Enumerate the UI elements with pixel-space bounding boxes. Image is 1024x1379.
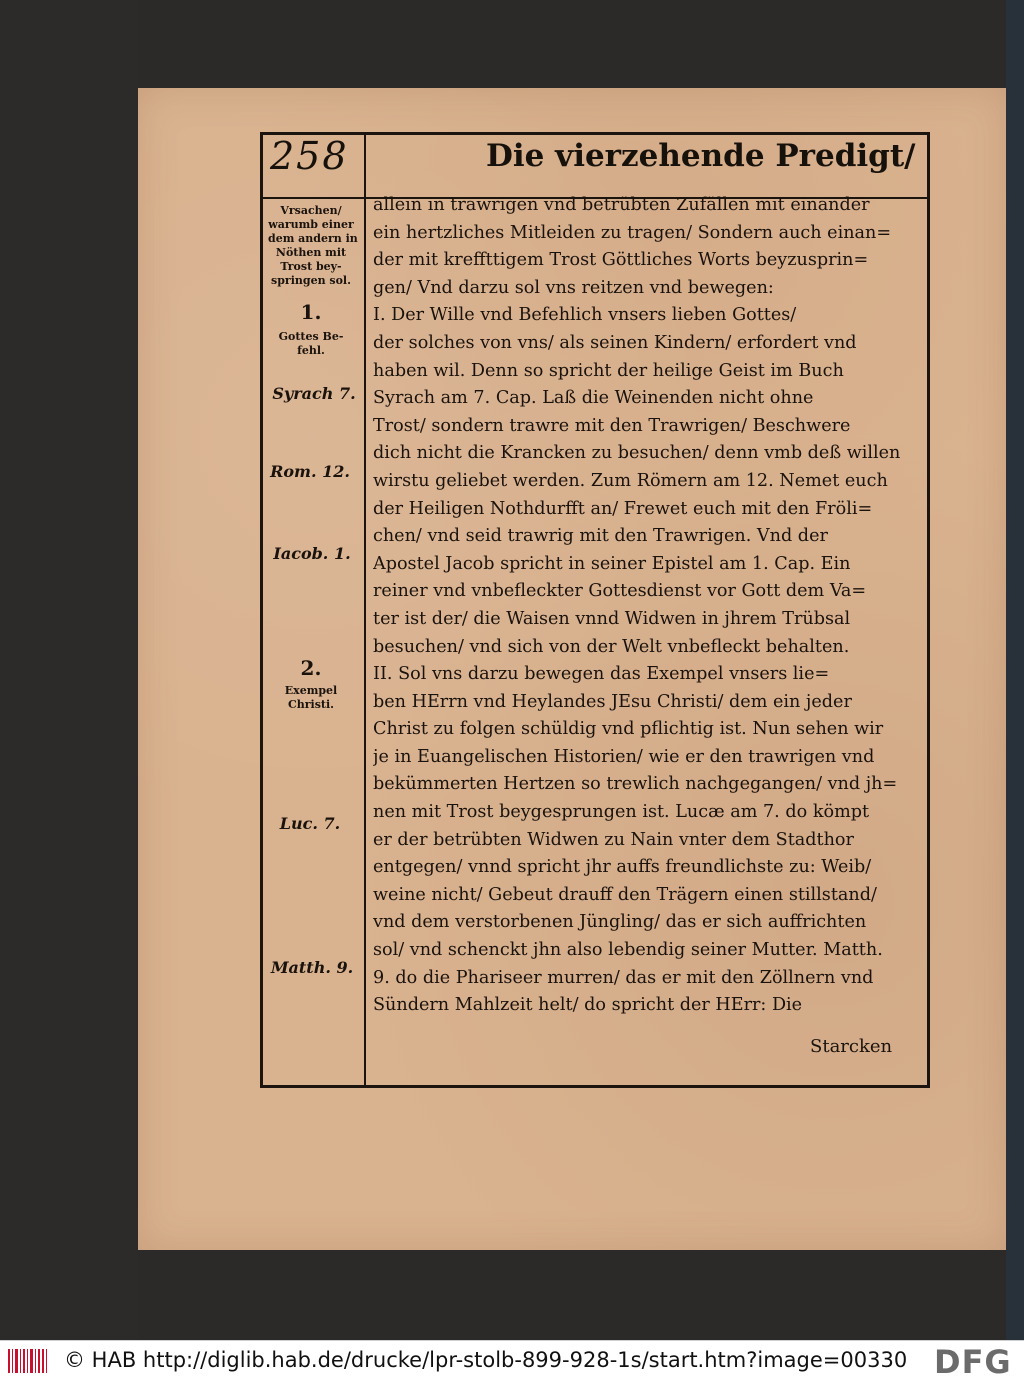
text-line: II. Sol vns darzu bewegen das Exempel vnsers lie= (373, 664, 830, 685)
text-line: nen mit Trost beygesprungen ist. Lucæ am 7. do kömpt (373, 802, 870, 823)
text-line: er der betrübten Widwen zu Nain vnter dem Stadthor (373, 829, 854, 850)
margin-reference: Matth. 9. (270, 958, 354, 977)
text-line: weine nicht/ Gebeut drauff den Trägern einen stillstand/ (373, 884, 877, 905)
page-number: 258 (270, 134, 349, 178)
running-head: Die vierzehende Predigt/ (486, 138, 916, 174)
text-line: der Heiligen Nothdurfft an/ Frewet euch mit den Fröli= (373, 498, 873, 519)
text-line: sol/ vnd schenckt jhn also lebendig seiner Mutter. Matth. (373, 940, 883, 961)
margin-reference: Luc. 7. (279, 814, 341, 833)
text-line: chen/ vnd seid trawrig mit den Trawrigen. Vnd der (373, 526, 828, 547)
margin-note: Exempel Christi. (284, 684, 338, 711)
text-line: gen/ Vnd darzu sol vns reitzen vnd bewegen: (373, 277, 774, 298)
text-line: reiner vnd vnbefleckter Gottesdienst vor Gott dem Va= (373, 581, 867, 602)
margin-note-number: 2. (300, 656, 322, 680)
text-line: Trost/ sondern trawre mit den Trawrigen/ Beschwere (373, 415, 851, 436)
text-line: 9. do die Phariseer murren/ das er mit den Zöllnern vnd (373, 967, 874, 988)
footer-bar (0, 1340, 1024, 1379)
text-line: haben wil. Denn so spricht der heilige Geist im Buch (373, 360, 844, 381)
margin-reference: Syrach 7. (272, 384, 356, 403)
hab-barcode-icon (8, 1349, 48, 1373)
text-line: Christ zu folgen schüldig vnd pflichtig ist. Nun sehen wir (373, 719, 884, 740)
text-line: wirstu geliebet werden. Zum Römern am 12. Nemet euch (373, 470, 888, 491)
margin-note: Gottes Be- fehl. (278, 330, 344, 357)
text-line: I. Der Wille vnd Befehlich vnsers lieben Gottes/ (373, 305, 797, 326)
scan-background-left (0, 0, 138, 1340)
text-line: ter ist der/ die Waisen vnnd Widwen in jhrem Trübsal (373, 608, 851, 629)
text-line: allein in trawrigen vnd betrübten Zufällen mit einander (373, 195, 870, 215)
text-line: je in Euangelischen Historien/ wie er den trawrigen vnd (373, 746, 875, 767)
text-line: vnd dem verstorbenen Jüngling/ das er sich auffrichten (373, 912, 867, 933)
text-line: der solches von vns/ als seinen Kindern/ erfordert vnd (373, 332, 857, 353)
text-line: ein hertzliches Mitleiden zu tragen/ Sondern auch einan= (373, 222, 892, 243)
body-text (373, 192, 909, 1020)
catchword: Starcken (810, 1036, 893, 1057)
dfg-logo: DFG (934, 1343, 1012, 1379)
margin-reference: Rom. 12. (270, 462, 350, 481)
text-line: dich nicht die Krancken zu besuchen/ denn vmb deß willen (373, 443, 901, 464)
text-line: besuchen/ vnd sich von der Welt vnbefleckt behalten. (373, 636, 850, 657)
text-line: der mit kreffttigem Trost Göttliches Worts beyzusprin= (373, 250, 869, 271)
margin-note: Vrsachen/ warumb einer dem andern in Nöthen mit Trost bey- springen sol. (268, 204, 358, 287)
text-line: bekümmerten Hertzen so trewlich nachgegangen/ vnd jh= (373, 774, 898, 795)
margin-reference: Iacob. 1. (273, 544, 351, 563)
text-line: Apostel Jacob spricht in seiner Epistel am 1. Cap. Ein (373, 553, 851, 574)
text-line: Sündern Mahlzeit helt/ do spricht der HErr: Die (373, 995, 803, 1016)
margin-column-rule (364, 135, 366, 1085)
text-line: ben HErrn vnd Heylandes JEsu Christi/ dem ein jeder (373, 691, 852, 712)
text-line: entgegen/ vnnd spricht jhr auffs freundlichste zu: Weib/ (373, 857, 872, 878)
footer-credit-link[interactable]: © HAB http://diglib.hab.de/drucke/lpr-stolb-899-928-1s/start.htm?image=00330 (64, 1348, 908, 1372)
scan-background-right (1006, 0, 1024, 1340)
margin-note-number: 1. (300, 300, 322, 324)
text-line: Syrach am 7. Cap. Laß die Weinenden nicht ohne (373, 388, 814, 409)
